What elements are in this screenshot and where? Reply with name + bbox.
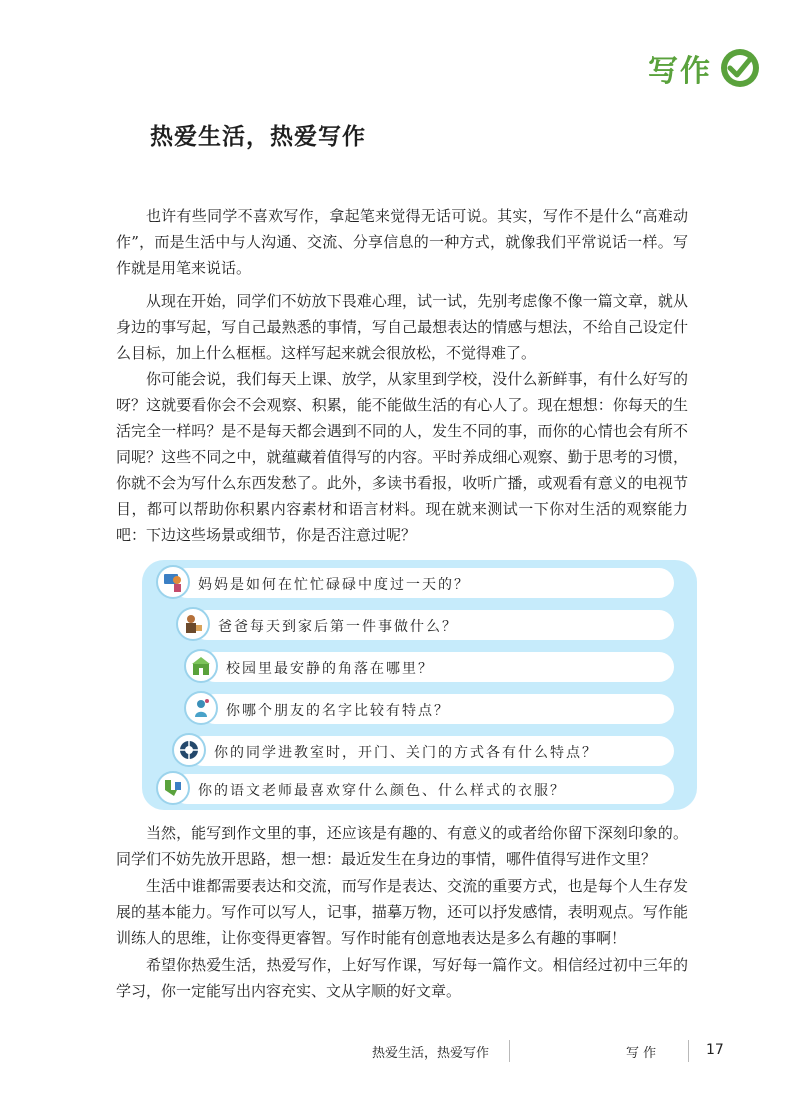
question-item-4 (184, 694, 674, 726)
question-text: 你的语文老师最喜欢穿什么颜色、什么样式的衣服？ (198, 783, 566, 799)
question-text: 校园里最安静的角落在哪里？ (226, 661, 434, 677)
section-tag (648, 46, 760, 90)
footer-chapter-title: 热爱生活，热爱写作 (372, 1046, 490, 1061)
question-text: 爸爸每天到家后第一件事做什么？ (218, 619, 458, 635)
question-item-2 (176, 610, 674, 642)
page-number: 17 (706, 1042, 724, 1058)
question-text: 妈妈是如何在忙忙碌碌中度过一天的？ (198, 577, 470, 593)
footer-divider (688, 1040, 689, 1062)
question-item-3 (184, 652, 674, 684)
section-label: 写作 (648, 54, 712, 89)
paragraph-4: 当然，能写到作文里的事，还应该是有趣的、有意义的或者给你留下深刻印象的。同学们不妨先放开思路，想一想：最近发生在身边的事情，哪件值得写进作文里？ (116, 824, 688, 868)
paragraph-5: 生活中谁都需要表达和交流，而写作是表达、交流的重要方式，也是每个人生存发展的基本能力。写作可以写人，记事，描摹万物，还可以抒发感情，表明观点。写作能训练人的思维，让你变得更睿智。写作时能有创意地表达是多么有趣的事啊！ (116, 877, 688, 947)
page-title: 热爱生活，热爱写作 (150, 124, 366, 150)
teacher-icon (156, 771, 190, 805)
friend-icon (184, 691, 218, 725)
mother-icon (156, 565, 190, 599)
school-icon (184, 649, 218, 683)
question-text: 你的同学进教室时，开门、关门的方式各有什么特点？ (214, 745, 598, 761)
question-text: 你哪个朋友的名字比较有特点？ (226, 703, 450, 719)
paragraph-2: 从现在开始，同学们不妨放下畏难心理，试一试，先别考虑像不像一篇文章，就从身边的事写起，写自己最熟悉的事情，写自己最想表达的情感与想法，不给自己设定什么目标，加上什么框框。这样写起来就会很放松，不觉得难了。 (116, 292, 688, 362)
father-icon (176, 607, 210, 641)
paragraph-6: 希望你热爱生活，热爱写作，上好写作课，写好每一篇作文。相信经过初中三年的学习，你一定能写出内容充实、文从字顺的好文章。 (116, 956, 688, 1000)
footer-section: 写 作 (626, 1046, 657, 1061)
door-icon (172, 733, 206, 767)
footer-divider (509, 1040, 510, 1062)
green-pen-check-icon (720, 48, 760, 88)
question-item-1 (156, 568, 674, 600)
paragraph-1: 也许有些同学不喜欢写作，拿起笔来觉得无话可说。其实，写作不是什么“高难动作”，而是生活中与人沟通、交流、分享信息的一种方式，就像我们平常说话一样。写作就是用笔来说话。 (116, 207, 688, 277)
question-item-6 (156, 774, 674, 806)
observation-questions-box (142, 560, 697, 810)
question-item-5 (172, 736, 674, 768)
paragraph-3: 你可能会说，我们每天上课、放学，从家里到学校，没什么新鲜事，有什么好写的呀？这就要看你会不会观察、积累，能不能做生活的有心人了。现在想想：你每天的生活完全一样吗？是不是每天都会遇到不同的人，发生不同的事，而你的心情也会有所不同呢？这些不同之中，就蕴藏着值得写的内容。平时养成细心观察、勤于思考的习惯，你就不会为写什么东西发愁了。此外，多读书看报，收听广播，或观看有意义的电视节目，都可以帮助你积累内容素材和语言材料。现在就来测试一下你对生活的观察能力吧：下边这些场景或细节，你是否注意过呢？ (116, 370, 688, 544)
